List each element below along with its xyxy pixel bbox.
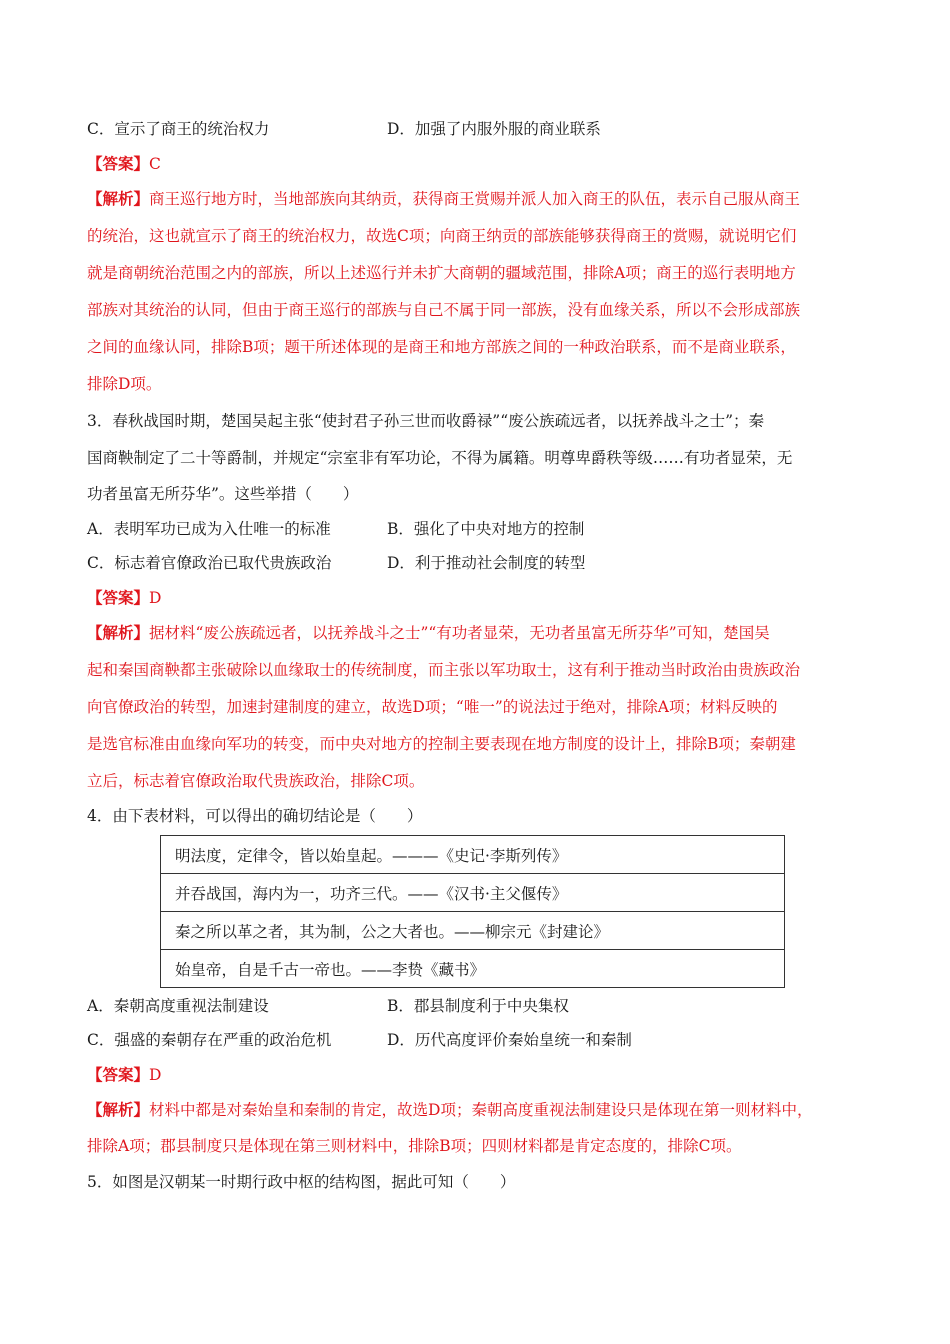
q4-stem: 4．由下表材料，可以得出的确切结论是（ ） xyxy=(87,807,423,825)
q3-analysis-line: 向官僚政治的转型，加速封建制度的建立，故选D项；“唯一”的说法过于绝对，排除A项；材料反映的 xyxy=(87,698,778,716)
q4-option-d: D．历代高度评价秦始皇统一和秦制 xyxy=(387,1031,632,1049)
analysis-tag: 【解析】 xyxy=(87,623,150,642)
q3-answer xyxy=(87,580,890,616)
q4-analysis-line: 排除A项；郡县制度只是体现在第三则材料中，排除B项；四则材料都是肯定态度的，排除C项。 xyxy=(87,1137,742,1155)
q3-stem-line: 功者虽富无所芬华”。这些举措（ ） xyxy=(87,485,359,503)
analysis-tag: 【解析】 xyxy=(87,189,150,208)
q4-answer xyxy=(87,1057,890,1093)
q2-analysis-line xyxy=(87,181,890,217)
analysis-text: 据材料“废公族疏远者，以抚养战斗之士”“有功者显荣，无功者虽富无所芬华”可知，楚国吴 xyxy=(149,624,770,642)
table-cell: 并吞战国，海内为一，功齐三代。——《汉书·主父偃传》 xyxy=(161,874,785,912)
q4-options-cd xyxy=(87,1022,890,1058)
q4-options-ab xyxy=(87,988,890,1024)
q3-option-d: D．利于推动社会制度的转型 xyxy=(387,554,586,572)
q2-analysis-line: 排除D项。 xyxy=(87,375,162,393)
answer-tag: 【答案】 xyxy=(87,1065,150,1084)
q2-options-cd xyxy=(87,111,890,147)
q3-options-ab xyxy=(87,511,890,547)
q2-option-c: C．宣示了商王的统治权力 xyxy=(87,120,270,138)
table-row xyxy=(161,874,785,912)
q2-analysis-line: 之间的血缘认同，排除B项；题干所述体现的是商王和地方部族之间的一种政治联系，而不是商业联系， xyxy=(87,338,796,356)
q4-option-c: C．强盛的秦朝存在严重的政治危机 xyxy=(87,1031,332,1049)
table-cell: 秦之所以革之者，其为制，公之大者也。——柳宗元《封建论》 xyxy=(161,912,785,950)
q2-analysis-line: 部族对其统治的认同，但由于商王巡行的部族与自己不属于同一部族，没有血缘关系，所以不会形成部族 xyxy=(87,301,801,319)
q2-analysis-line: 的统治，这也就宣示了商王的统治权力，故选C项；向商王纳贡的部族能够获得商王的赏赐，就说明它们 xyxy=(87,227,797,245)
analysis-text: 材料中都是对秦始皇和秦制的肯定，故选D项；秦朝高度重视法制建设只是体现在第一则材料中， xyxy=(149,1101,813,1119)
q3-stem-line: 3．春秋战国时期，楚国吴起主张“使封君子孙三世而收爵禄”“废公族疏远者，以抚养战斗之士”；秦 xyxy=(87,412,765,430)
q3-option-c: C．标志着官僚政治已取代贵族政治 xyxy=(87,554,332,572)
table-row xyxy=(161,950,785,988)
answer-value: D xyxy=(149,589,162,607)
q2-analysis-line: 就是商朝统治范围之内的部族，所以上述巡行并未扩大商朝的疆域范围，排除A项；商王的巡行表明地方 xyxy=(87,264,796,282)
q3-options-cd xyxy=(87,545,890,581)
table-cell: 始皇帝，自是千古一帝也。——李贽《藏书》 xyxy=(161,950,785,988)
q4-quote-table xyxy=(160,835,785,988)
answer-tag: 【答案】 xyxy=(87,154,150,173)
table-row xyxy=(161,836,785,874)
q4-option-b: B．郡县制度利于中央集权 xyxy=(387,997,569,1015)
table-row xyxy=(161,912,785,950)
q4-analysis-line xyxy=(87,1092,890,1128)
analysis-text: 商王巡行地方时，当地部族向其纳贡，获得商王赏赐并派人加入商王的队伍，表示自己服从商王 xyxy=(149,190,801,208)
q2-answer xyxy=(87,146,890,182)
analysis-tag: 【解析】 xyxy=(87,1100,150,1119)
answer-value: D xyxy=(149,1066,162,1084)
q3-analysis-line: 立后，标志着官僚政治取代贵族政治，排除C项。 xyxy=(87,772,425,790)
q3-stem-line: 国商鞅制定了二十等爵制，并规定“宗室非有军功论，不得为属籍。明尊卑爵秩等级……有功者显荣，无 xyxy=(87,449,793,467)
table-cell: 明法度，定律令，皆以始皇起。———《史记·李斯列传》 xyxy=(161,836,785,874)
q3-analysis-line: 起和秦国商鞅都主张破除以血缘取士的传统制度，而主张以军功取士，这有利于推动当时政治由贵族政治 xyxy=(87,661,801,679)
q4-option-a: A．秦朝高度重视法制建设 xyxy=(87,997,269,1015)
q3-option-a: A．表明军功已成为入仕唯一的标准 xyxy=(87,520,331,538)
q3-analysis-line: 是选官标准由血缘向军功的转变，而中央对地方的控制主要表现在地方制度的设计上，排除B项；秦朝建 xyxy=(87,735,796,753)
answer-value: C xyxy=(149,155,161,173)
q5-stem: 5．如图是汉朝某一时期行政中枢的结构图，据此可知（ ） xyxy=(87,1173,516,1191)
q3-option-b: B．强化了中央对地方的控制 xyxy=(387,520,585,538)
q2-option-d: D．加强了内服外服的商业联系 xyxy=(387,120,601,138)
answer-tag: 【答案】 xyxy=(87,588,150,607)
q3-analysis-line xyxy=(87,615,890,651)
